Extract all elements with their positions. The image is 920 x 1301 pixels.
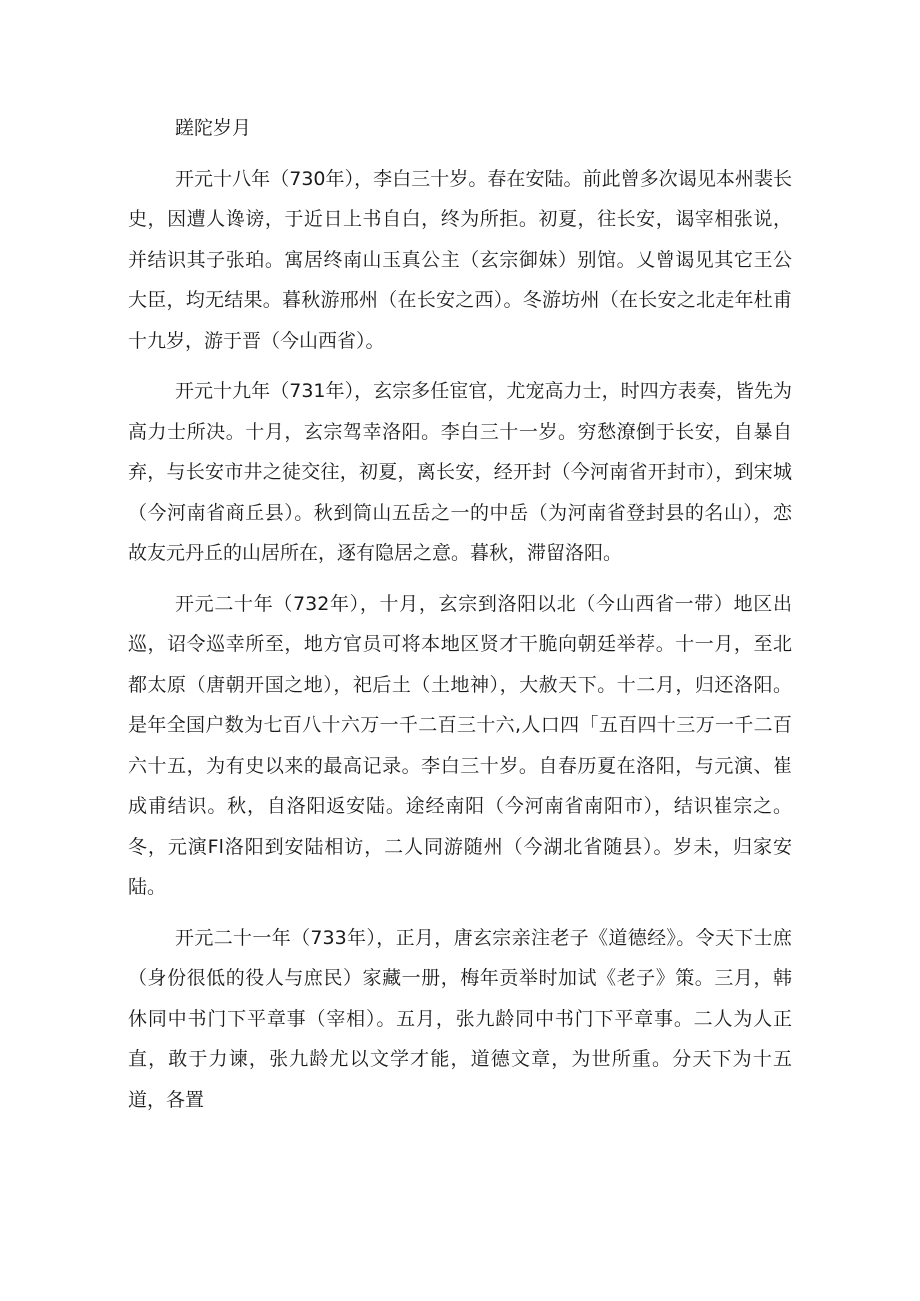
paragraph-730: 开元十八年（730年），李白三十岁。春在安陆。前此曾多次谒见本州裴长史，因遭人谗谤，于近日上书自白，终为所拒。初夏，往长安，谒宰相张说，并结识其子张珀。寓居终南山玉真公主（玄宗御妹）别馆。乂曾谒见其它王公大臣，均无结果。暮秋游邢州（在长安之西）。冬游坊州（在长安之北走年杜甫十九岁，游于晋（今山西省）。 [128,167,792,352]
section-heading: 蹉陀岁月 [175,117,252,139]
paragraph-732: 开元二十年（732年），十月，玄宗到洛阳以北（今山西省一带）地区出巡，诏令巡幸所至，地方官员可将本地区贤才干脆向朝廷举荐。十一月，至北都太原（唐朝开国之地），祀后土（土地神），大赦天下。十二月，归还洛阳。是年全国户数为七百八十六万一千二百三十六,人口四「五百四十三万一千二百六十五，为有史以来的最高记录。李白三十岁。自春历夏在洛阳，与元演、崔成甫结识。秋，自洛阳返安陆。途经南阳（今河南省南阳市），结识崔宗之。冬，元演Fl洛阳到安陆相访，二人同游随州（今湖北省随县）。岁未，归家安陆。 [128,592,792,898]
document-body [128,108,792,1130]
paragraph-731: 开元十九年（731年），玄宗多任宦官，尤宠高力士，时四方表奏，皆先为高力士所决。十月，玄宗驾幸洛阳。李白三十一岁。穷愁潦倒于长安，自暴自弃，与长安市井之徒交往，初夏，离长安，经开封（今河南省开封市），到宋城（今河南省商丘县）。秋到筒山五岳之一的中岳（为河南省登封县的名山），恋故友元丹丘的山居所在，逐有隐居之意。暮秋，滞留洛阳。 [128,380,792,564]
paragraph-733: 开元二十一年（733年），正月，唐玄宗亲注老子《道德经》。令天下士庶（身份很低的役人与庶民）家藏一册，梅年贡举时加试《老子》策。三月，韩休同中书门下平章事（宰相）。五月，张九龄同中书门下平章事。二人为人正直，敢于力谏，张九龄尤以文学才能，道德文章，为世所重。分天下为十五道，各置 [128,926,792,1111]
